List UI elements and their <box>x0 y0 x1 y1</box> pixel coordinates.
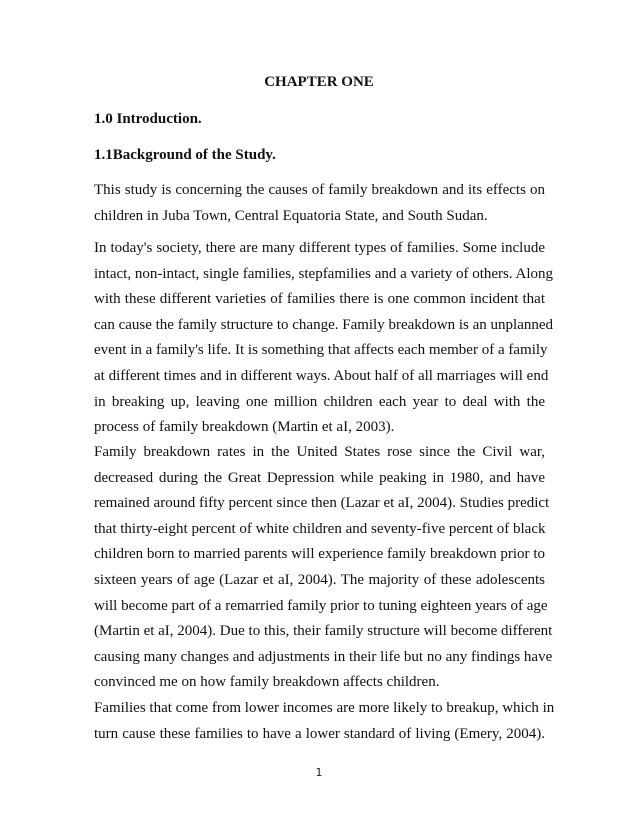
paragraph-line: sixteen years of age (Lazar et aI, 2004). The majority of these adolescents <box>94 571 545 588</box>
paragraph-line: event in a family's life. It is something that affects each member of a family <box>94 342 548 359</box>
paragraph-line: causing many changes and adjustments in their life but no any findings have <box>94 648 553 665</box>
paragraph-3 <box>94 440 553 696</box>
paragraph-line: children in Juba Town, Central Equatoria State, and South Sudan. <box>94 207 488 224</box>
paragraph-line: will become part of a remarried family prior to tuning eighteen years of age <box>94 597 548 614</box>
paragraph-line: that thirty-eight percent of white children and seventy-five percent of black <box>94 520 546 537</box>
paragraph-1 <box>94 178 545 229</box>
paragraph-2 <box>94 236 554 441</box>
chapter-title: CHAPTER ONE <box>264 74 374 90</box>
paragraph-line: This study is concerning the causes of family breakdown and its effects on <box>94 182 545 198</box>
paragraph-4 <box>94 696 555 747</box>
page-number: 1 <box>315 766 323 779</box>
paragraph-line: at different times and in different ways. About half of all marriages will end <box>94 367 549 384</box>
paragraph-line: with these different varieties of families there is one common incident that <box>94 291 545 308</box>
paragraph-line: Family breakdown rates in the United States rose since the Civil war, <box>94 444 545 460</box>
paragraph-line: decreased during the Great Depression while peaking in 1980, and have <box>94 469 545 486</box>
paragraph-line: In today's society, there are many different types of families. Some include <box>94 240 545 256</box>
paragraph-line: convinced me on how family breakdown affects children. <box>94 674 440 691</box>
paragraph-line: children born to married parents will experience family breakdown prior to <box>94 546 545 563</box>
section-heading: 1.0 Introduction. <box>94 111 202 127</box>
paragraph-line: Families that come from lower incomes are more likely to breakup, which in <box>94 700 555 716</box>
paragraph-line: turn cause these families to have a lower standard of living (Emery, 2004). <box>94 725 545 742</box>
paragraph-line: remained around fifty percent since then (Lazar et aI, 2004). Studies predict <box>94 495 550 512</box>
paragraph-line: in breaking up, leaving one million children each year to deal with the <box>94 393 545 410</box>
paragraph-line: intact, non-intact, single families, stepfamilies and a variety of others. Along <box>94 265 554 282</box>
paragraph-line: process of family breakdown (Martin et aI, 2003). <box>94 419 395 436</box>
paragraph-line: can cause the family structure to change. Family breakdown is an unplanned <box>94 316 554 333</box>
subsection-heading: 1.1Background of the Study. <box>94 147 276 163</box>
paragraph-line: (Martin et aI, 2004). Due to this, their family structure will become different <box>94 623 553 640</box>
